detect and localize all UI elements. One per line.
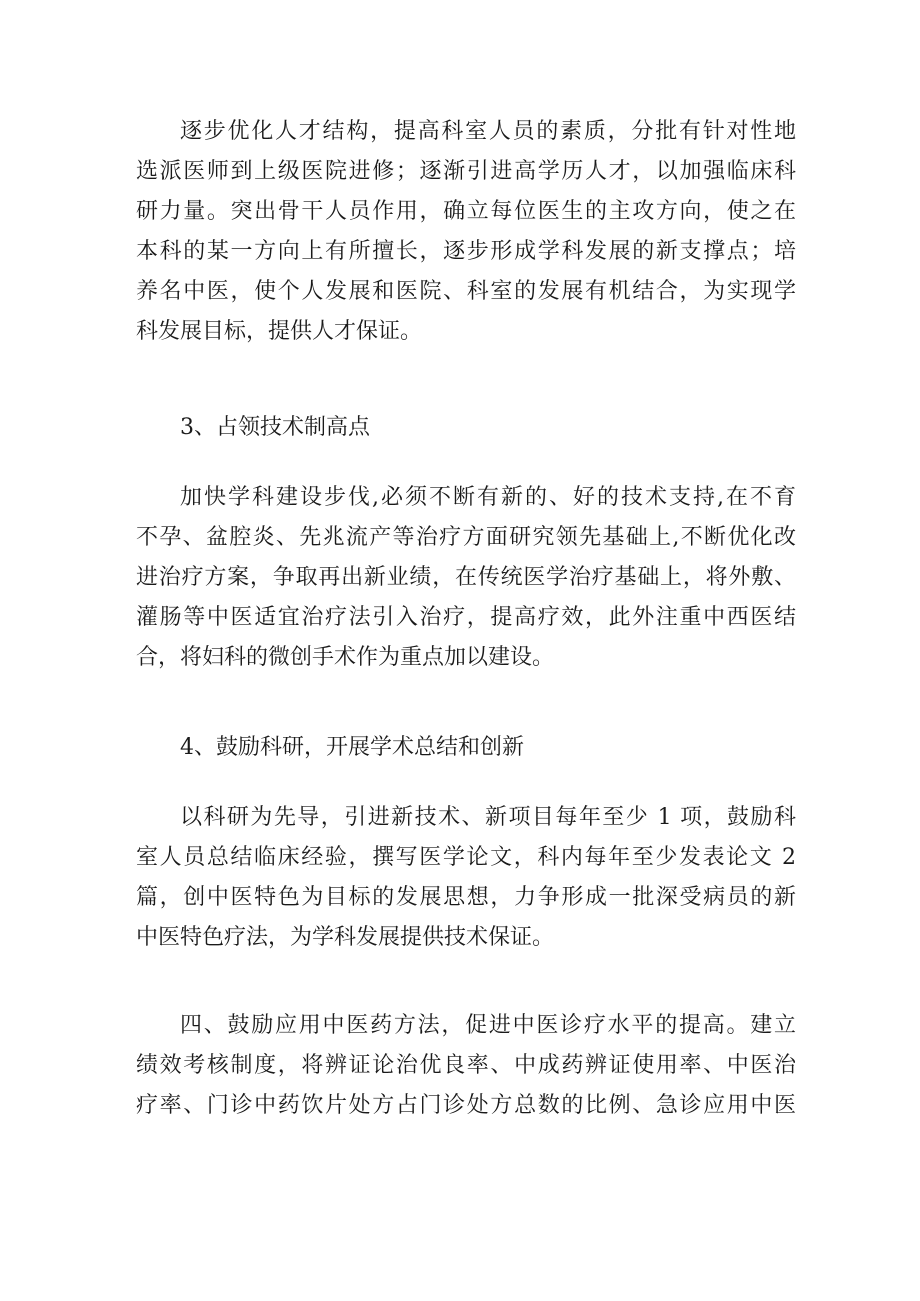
paragraph-line: 逐步优化人才结构，提高科室人员的素质，分批有针对性地 [180,119,796,144]
paragraph-line: 篇，创中医特色为目标的发展思想，力争形成一批深受病员的新 [136,885,796,910]
paragraph-line: 养名中医，使个人发展和医院、科室的发展有机结合，为实现学 [136,279,796,304]
paragraph-research [136,798,796,958]
paragraph-line: 进治疗方案，争取再出新业绩，在传统医学治疗基础上，将外敷、 [136,565,796,590]
paragraph-line: 合，将妇科的微创手术作为重点加以建设。 [136,645,555,670]
paragraph-line: 四、鼓励应用中医药方法，促进中医诊疗水平的提高。建立 [180,1013,796,1038]
paragraph-line: 室人员总结临床经验，撰写医学论文，科内每年至少发表论文 2 [136,845,796,870]
section-heading-4 [136,728,796,768]
section-heading-3 [136,408,796,448]
paragraph-line: 选派医师到上级医院进修；逐渐引进高学历人才，以加强临床科 [136,159,796,184]
paragraph-line: 灌肠等中医适宜治疗法引入治疗，提高疗效，此外注重中西医结 [136,605,796,630]
paragraph-line: 疗率、门诊中药饮片处方占门诊处方总数的比例、急诊应用中医 [136,1093,796,1118]
paragraph-tcm-methods [136,1006,796,1126]
paragraph-line: 中医特色疗法，为学科发展提供技术保证。 [136,925,555,950]
heading-text: 3、占领技术制高点 [180,415,370,440]
paragraph-line: 科发展目标，提供人才保证。 [136,319,423,344]
paragraph-line: 不孕、盆腔炎、先兆流产等治疗方面研究领先基础上,不断优化改 [136,525,796,550]
paragraph-line: 绩效考核制度，将辨证论治优良率、中成药辨证使用率、中医治 [136,1053,796,1078]
paragraph-line: 以科研为先导，引进新技术、新项目每年至少 1 项，鼓励科 [180,805,796,830]
paragraph-talent-structure [136,112,796,352]
paragraph-line: 研力量。突出骨干人员作用，确立每位医生的主攻方向，使之在 [136,199,796,224]
paragraph-line: 加快学科建设步伐,必须不断有新的、好的技术支持,在不育 [180,485,796,510]
paragraph-technology [136,478,796,678]
paragraph-line: 本科的某一方向上有所擅长，逐步形成学科发展的新支撑点；培 [136,239,796,264]
heading-text: 4、鼓励科研，开展学术总结和创新 [180,735,524,760]
